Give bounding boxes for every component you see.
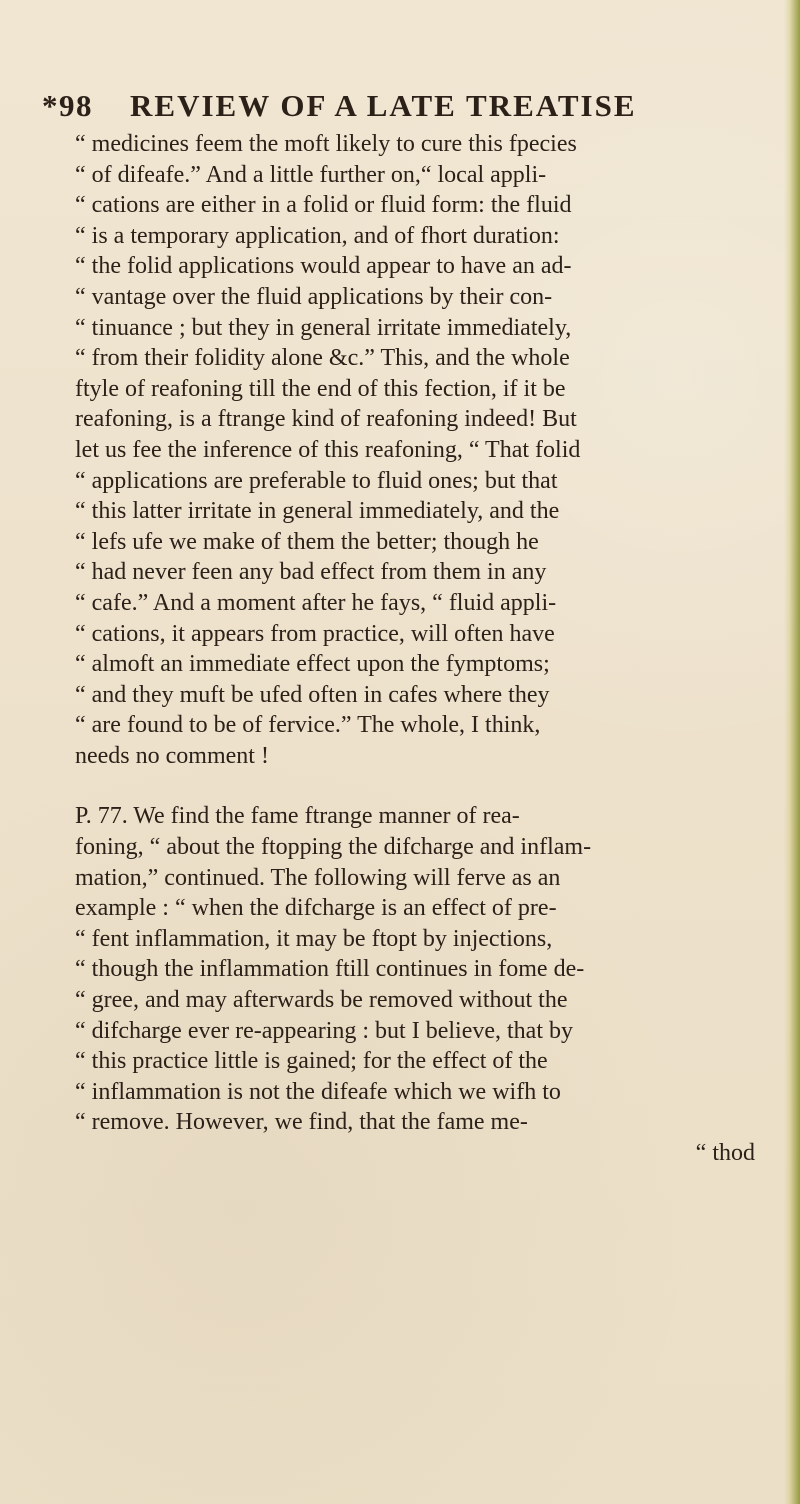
- text-line: “ are found to be of fervice.” The whole, I think,: [75, 712, 541, 739]
- text-line: “ the folid applications would appear to have an ad-: [75, 253, 572, 280]
- text-line: “ this latter irritate in general immediately, and the: [75, 498, 560, 525]
- text-line: “ almoft an immediate effect upon the fymptoms;: [75, 651, 550, 678]
- text-line: “ difcharge ever re-appearing : but I believe, that by: [75, 1017, 573, 1044]
- running-title: REVIEW OF A LATE TREATISE: [130, 88, 637, 123]
- text-line: “ tinuance ; but they in general irritate immediately,: [75, 314, 572, 341]
- text-line: “ lefs ufe we make of them the better; though he: [75, 528, 539, 555]
- text-line: “ from their folidity alone &c.” This, and the whole: [75, 345, 570, 372]
- text-line: “ had never feen any bad effect from them in any: [75, 559, 547, 586]
- text-line: “ remove. However, we find, that the fame me-: [75, 1109, 528, 1136]
- page-edge-shadow: [784, 0, 800, 1504]
- page-number: *98: [42, 88, 93, 123]
- text-line: “ cafe.” And a moment after he fays, “ fluid appli-: [75, 589, 557, 616]
- text-line: example : “ when the difcharge is an effect of pre-: [75, 895, 557, 922]
- page-header: [42, 90, 722, 130]
- text-line: let us fee the inference of this reafoning, “ That folid: [75, 436, 581, 463]
- text-line: “ of difeafe.” And a little further on,“ local appli-: [75, 161, 547, 188]
- text-line: P. 77. We find the fame ftrange manner of rea-: [75, 803, 520, 830]
- text-line: reafoning, is a ftrange kind of reafoning indeed! But: [75, 406, 577, 433]
- text-line: “ though the inflammation ftill continues in fome de-: [75, 956, 585, 983]
- text-line: ftyle of reafoning till the end of this fection, if it be: [75, 375, 566, 402]
- text-line: “ is a temporary application, and of fhort duration:: [75, 222, 560, 249]
- text-line: “ inflammation is not the difeafe which we wifh to: [75, 1078, 561, 1105]
- text-line: “ medicines feem the moft likely to cure this fpecies: [75, 131, 577, 157]
- catchword-line: “ thod: [695, 1140, 755, 1166]
- paragraph-gap: [75, 771, 775, 801]
- text-line: “ this practice little is gained; for the effect of the: [75, 1048, 548, 1075]
- text-line: “ cations, it appears from practice, will often have: [75, 620, 555, 647]
- text-line: “ cations are either in a folid or fluid form: the fluid: [75, 192, 572, 219]
- text-line: “ fent inflammation, it may be ftopt by injections,: [75, 925, 553, 952]
- text-line: mation,” continued. The following will ferve as an: [75, 864, 561, 891]
- text-line: “ applications are preferable to fluid ones; but that: [75, 467, 558, 494]
- text-line: “ and they muft be ufed often in cafes where they: [75, 681, 550, 708]
- text-line: “ gree, and may afterwards be removed without the: [75, 987, 568, 1014]
- text-line: foning, “ about the ftopping the difcharge and inflam-: [75, 834, 592, 861]
- text-line: “ vantage over the fluid applications by their con-: [75, 283, 553, 310]
- body-text: [75, 129, 775, 1169]
- text-line: needs no comment !: [75, 742, 269, 769]
